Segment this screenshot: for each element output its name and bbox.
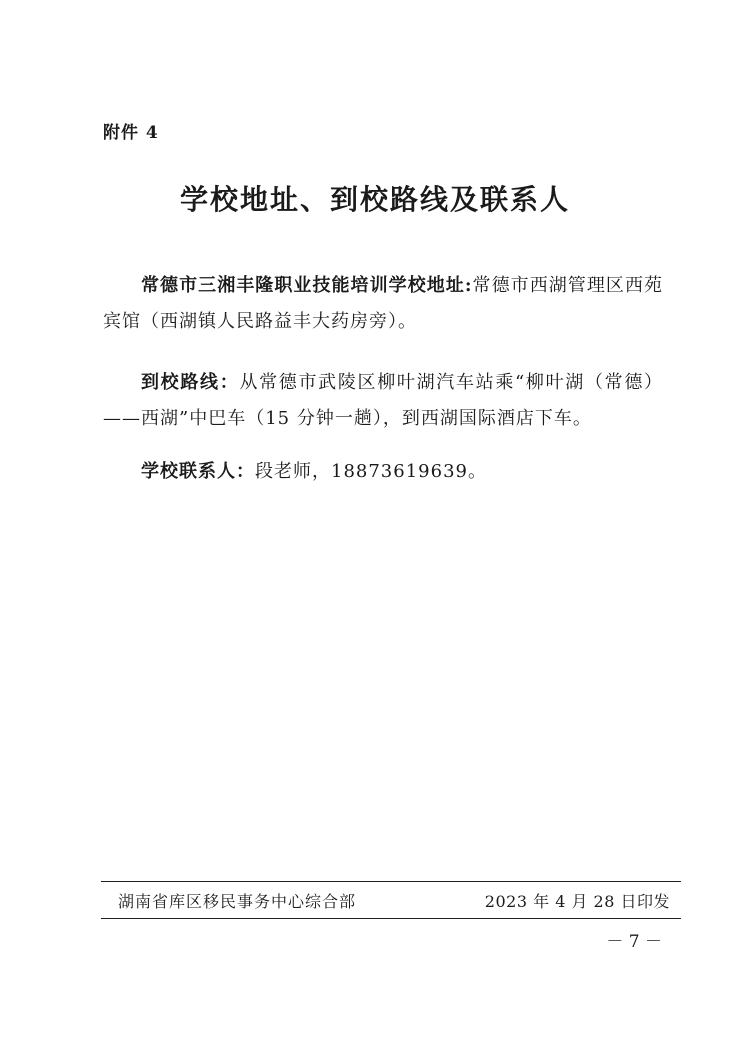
attachment-label: 附件 4: [103, 123, 159, 143]
contact-label: 学校联系人：: [141, 461, 255, 482]
route-paragraph: [103, 365, 663, 437]
route-label: 到校路线：: [141, 372, 240, 393]
address-label: 常德市三湘丰隆职业技能培训学校地址:: [141, 275, 473, 296]
address-text: 常德市西湖管理区西苑宾馆（西湖镇人民路益丰大药房旁）。: [103, 275, 663, 332]
page-number: － 7 －: [606, 932, 662, 952]
contact-text: 段老师，18873619639。: [255, 461, 487, 482]
footer-top-rule: [101, 881, 681, 882]
footer-issuer: 湖南省库区移民事务中心综合部: [118, 892, 357, 911]
route-text: 从常德市武陵区柳叶湖汽车站乘“柳叶湖（常德）——西湖”中巴车（15 分钟一趟），到西湖国际酒店下车。: [103, 372, 664, 429]
footer-issue-date: 2023 年 4 月 28 日印发: [484, 892, 670, 911]
footer-bottom-rule: [101, 918, 681, 919]
address-paragraph: [103, 268, 663, 340]
document-title: 学校地址、到校路线及联系人: [179, 183, 570, 216]
contact-paragraph: [103, 454, 663, 490]
